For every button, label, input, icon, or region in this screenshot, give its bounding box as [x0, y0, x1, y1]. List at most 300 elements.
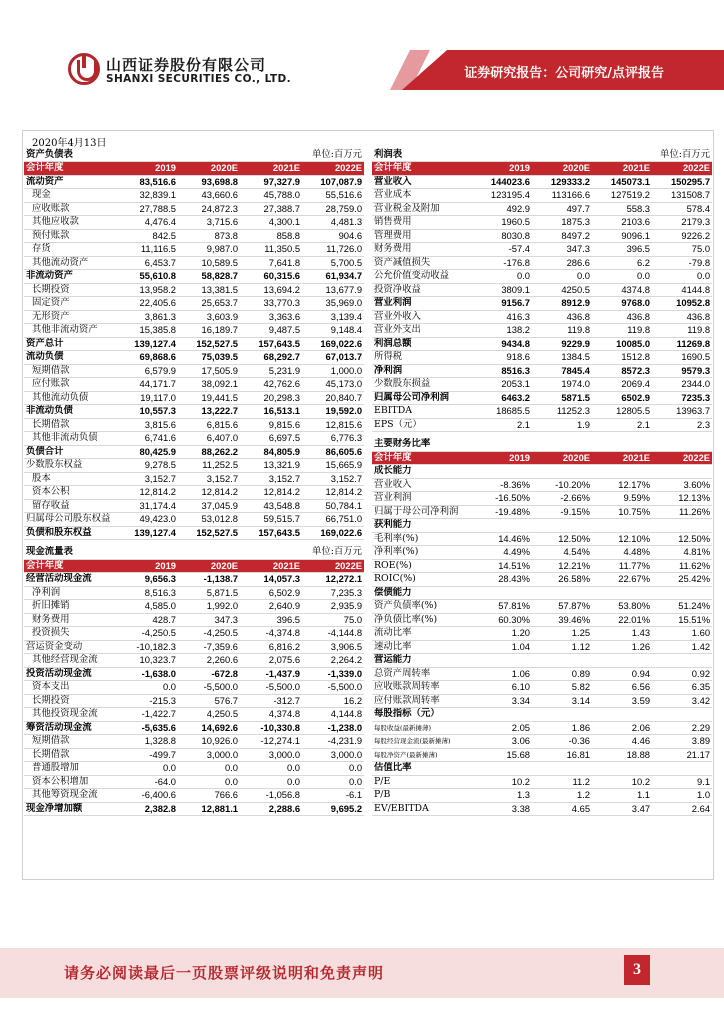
row-value: 18685.5 [472, 405, 532, 419]
row-value: 139,127.4 [116, 337, 178, 351]
row-value [592, 519, 652, 533]
row-value: 16,513.1 [240, 405, 302, 419]
row-value: 27,788.5 [116, 202, 178, 216]
row-value: 93,698.8 [178, 175, 240, 189]
row-value: 12.50% [652, 532, 712, 546]
row-value: 3,152.7 [240, 472, 302, 486]
row-label: 固定资产 [24, 297, 116, 311]
row-label: 非流动资产 [24, 270, 116, 284]
row-label: 无形资产 [24, 310, 116, 324]
row-value: 1.1 [592, 789, 652, 803]
row-value: -12,274.1 [240, 735, 302, 749]
row-label: 经营活动现金流 [24, 573, 116, 587]
row-value: 16.2 [302, 694, 364, 708]
table-row [24, 735, 364, 749]
row-label: 普通股增加 [24, 762, 116, 776]
row-value: 0.0 [240, 775, 302, 789]
row-label: 少数股东权益 [24, 459, 116, 473]
table-row [372, 640, 712, 654]
column-header-label: 会计年度 [372, 451, 472, 465]
table-row [372, 391, 712, 405]
row-value: -5,500.0 [302, 681, 364, 695]
row-value: 578.4 [652, 202, 712, 216]
column-header-year: 2021E [240, 559, 302, 573]
row-value [592, 708, 652, 722]
row-value: 131508.7 [652, 189, 712, 203]
row-value: 88,262.2 [178, 445, 240, 459]
table-row [24, 405, 364, 419]
row-value: 436.8 [532, 310, 592, 324]
table-row [24, 586, 364, 600]
row-value: 20,840.7 [302, 391, 364, 405]
row-value: 3.59 [592, 694, 652, 708]
row-value: 766.6 [178, 789, 240, 803]
row-label: 速动比率 [372, 640, 472, 654]
row-label: 负债合计 [24, 445, 116, 459]
table-row [372, 465, 712, 479]
row-label: 少数股东损益 [372, 378, 472, 392]
row-value: 9.1 [652, 775, 712, 789]
row-value: 6463.2 [472, 391, 532, 405]
column-header-row [24, 559, 364, 573]
row-value: -4,231.9 [302, 735, 364, 749]
page-number: 3 [624, 955, 650, 985]
row-label: 资产负债率(%) [372, 600, 472, 614]
row-label: 资本支出 [24, 681, 116, 695]
row-value: 2069.4 [592, 378, 652, 392]
row-value: 28,759.0 [302, 202, 364, 216]
row-value [532, 708, 592, 722]
row-value: 15.68 [472, 748, 532, 762]
row-value: -10,330.8 [240, 721, 302, 735]
row-value: 1.60 [652, 627, 712, 641]
row-value: 436.8 [652, 310, 712, 324]
row-value: 19,592.0 [302, 405, 364, 419]
table-row [372, 573, 712, 587]
section-title: 资产负债表 [24, 148, 240, 162]
row-value: 0.0 [178, 762, 240, 776]
table-row [24, 613, 364, 627]
row-value: 68,292.7 [240, 351, 302, 365]
row-label: 长期投资 [24, 694, 116, 708]
row-value: 15,665.9 [302, 459, 364, 473]
table-row [372, 283, 712, 297]
row-label: 财务费用 [24, 613, 116, 627]
row-value: 9.59% [592, 492, 652, 506]
table-row [372, 270, 712, 284]
row-value: 7,235.3 [302, 586, 364, 600]
row-label: P/E [372, 775, 472, 789]
row-label: 留存收益 [24, 499, 116, 513]
table-row [24, 573, 364, 587]
row-value: 49,423.0 [116, 513, 178, 527]
row-value: 9,815.6 [240, 418, 302, 432]
row-value: 6,816.2 [240, 640, 302, 654]
table-row [372, 378, 712, 392]
row-value: 157,643.5 [240, 526, 302, 540]
row-label: 折旧摊销 [24, 600, 116, 614]
row-value [472, 519, 532, 533]
row-value: 50,784.1 [302, 499, 364, 513]
column-header-year: 2022E [302, 559, 364, 573]
table-row [24, 364, 364, 378]
row-value: -4,144.8 [302, 627, 364, 641]
row-label: 其他应收款 [24, 216, 116, 230]
report-date: 2020年4月13日 [32, 138, 107, 149]
row-value: 42,762.6 [240, 378, 302, 392]
row-value: 1.25 [532, 627, 592, 641]
row-value: 43,548.8 [240, 499, 302, 513]
row-label: 营运资金变动 [24, 640, 116, 654]
row-value: 0.89 [532, 667, 592, 681]
row-value: 28.43% [472, 573, 532, 587]
row-value: 8516.3 [472, 364, 532, 378]
row-value: 6.56 [592, 681, 652, 695]
column-header-year: 2021E [240, 162, 302, 176]
column-header-year: 2022E [652, 451, 712, 465]
table-row [24, 600, 364, 614]
table-row [372, 802, 712, 816]
row-value: 12,815.6 [302, 418, 364, 432]
row-value: 138.2 [472, 324, 532, 338]
row-value [532, 519, 592, 533]
table-row [372, 600, 712, 614]
row-label: 现金净增加额 [24, 802, 116, 816]
row-label: 营业利润 [372, 492, 472, 506]
row-value: 8030.8 [472, 229, 532, 243]
row-value: 4,481.3 [302, 216, 364, 230]
table-row [24, 202, 364, 216]
table-row [24, 654, 364, 668]
row-value: 4.54% [532, 546, 592, 560]
row-value: 12.13% [652, 492, 712, 506]
row-label: 流动比率 [372, 627, 472, 641]
table-row [24, 486, 364, 500]
row-value: 13,694.2 [240, 283, 302, 297]
table-row [24, 297, 364, 311]
row-value: 3,000.0 [178, 748, 240, 762]
row-value [652, 465, 712, 479]
row-value: 0.0 [178, 775, 240, 789]
row-value: 55,516.6 [302, 189, 364, 203]
row-label: 负债和股东权益 [24, 526, 116, 540]
row-label: 获利能力 [372, 519, 472, 533]
row-value: 11,350.5 [240, 243, 302, 257]
section-unit: 单位:百万元 [240, 148, 364, 162]
row-value: 1690.5 [652, 351, 712, 365]
row-value: 25.42% [652, 573, 712, 587]
row-label: 管理费用 [372, 229, 472, 243]
row-label: 营运能力 [372, 654, 472, 668]
row-value: 1.86 [532, 721, 592, 735]
row-value: 152,527.5 [178, 337, 240, 351]
row-label: EBITDA [372, 405, 472, 419]
row-value: 150295.7 [652, 175, 712, 189]
row-value: 842.5 [116, 229, 178, 243]
column-header-year: 2021E [592, 162, 652, 176]
table-row [24, 351, 364, 365]
row-label: 流动负债 [24, 351, 116, 365]
row-label: 归属母公司净利润 [372, 391, 472, 405]
table-row [24, 229, 364, 243]
row-value: 10952.8 [652, 297, 712, 311]
row-value: -19.48% [472, 505, 532, 519]
row-value: 6,741.6 [116, 432, 178, 446]
row-value: 57.81% [472, 600, 532, 614]
row-value: 9096.1 [592, 229, 652, 243]
row-value: 19,441.5 [178, 391, 240, 405]
row-value: 16.81 [532, 748, 592, 762]
row-label: 应付账款周转率 [372, 694, 472, 708]
row-value: 2,935.9 [302, 600, 364, 614]
table-row [372, 613, 712, 627]
row-value: 9226.2 [652, 229, 712, 243]
table-row [372, 708, 712, 722]
row-label: 偿债能力 [372, 586, 472, 600]
row-label: 归属于母公司净利润 [372, 505, 472, 519]
section-title-row [372, 438, 712, 452]
row-value: 123195.4 [472, 189, 532, 203]
row-value: 492.9 [472, 202, 532, 216]
table-row [372, 694, 712, 708]
row-value: 9,487.5 [240, 324, 302, 338]
table-row [372, 492, 712, 506]
table-row [24, 513, 364, 527]
row-label: 其他投资现金流 [24, 708, 116, 722]
table-row [372, 667, 712, 681]
row-value: 4374.8 [592, 283, 652, 297]
column-header-year: 2020E [532, 162, 592, 176]
row-value: 12.21% [532, 559, 592, 573]
row-value: 10.2 [592, 775, 652, 789]
row-value: 2.1 [472, 418, 532, 432]
row-label: 毛利率(%) [372, 532, 472, 546]
row-value: 396.5 [240, 613, 302, 627]
row-value: 5,231.9 [240, 364, 302, 378]
row-value: 139,127.4 [116, 526, 178, 540]
row-value: 286.6 [532, 256, 592, 270]
row-value: 60.30% [472, 613, 532, 627]
table-row [24, 324, 364, 338]
row-value: 1384.5 [532, 351, 592, 365]
row-label: 营业收入 [372, 175, 472, 189]
table-row [372, 310, 712, 324]
company-name-cn: 山西证券股份有限公司 [106, 56, 267, 74]
row-value: 497.7 [532, 202, 592, 216]
row-value: 10.2 [472, 775, 532, 789]
row-value: 11.62% [652, 559, 712, 573]
row-label: 其他筹资现金流 [24, 789, 116, 803]
table-row [372, 364, 712, 378]
row-value: 3.47 [592, 802, 652, 816]
row-label: 投资净收益 [372, 283, 472, 297]
row-value: 107,087.9 [302, 175, 364, 189]
row-value: 75.0 [652, 243, 712, 257]
table-row [24, 472, 364, 486]
row-value: 2.05 [472, 721, 532, 735]
row-value: 0.0 [472, 270, 532, 284]
row-value: 2.3 [652, 418, 712, 432]
row-value: -6,400.6 [116, 789, 178, 803]
table-row [372, 175, 712, 189]
row-value: 75,039.5 [178, 351, 240, 365]
row-value: -0.36 [532, 735, 592, 749]
row-value: 5,700.5 [302, 256, 364, 270]
row-value: 1.9 [532, 418, 592, 432]
column-header-year: 2022E [652, 162, 712, 176]
row-value: 11252.3 [532, 405, 592, 419]
row-value: 14,057.3 [240, 573, 302, 587]
table-row [372, 532, 712, 546]
row-label: 预付账款 [24, 229, 116, 243]
row-value: -1,339.0 [302, 667, 364, 681]
row-value: 3,815.6 [116, 418, 178, 432]
row-value: 8572.3 [592, 364, 652, 378]
row-value: 27,388.7 [240, 202, 302, 216]
row-value: 2,382.8 [116, 802, 178, 816]
row-value: 13,222.7 [178, 405, 240, 419]
section-title-row [24, 148, 364, 162]
table-row [24, 526, 364, 540]
row-value: -5,635.6 [116, 721, 178, 735]
row-value: 7845.4 [532, 364, 592, 378]
row-value: 428.7 [116, 613, 178, 627]
column-header-year: 2021E [592, 451, 652, 465]
row-value: 169,022.6 [302, 526, 364, 540]
row-value: -4,250.5 [178, 627, 240, 641]
row-value: 2.06 [592, 721, 652, 735]
row-value: 169,022.6 [302, 337, 364, 351]
column-header-year: 2019 [116, 162, 178, 176]
table-row [372, 202, 712, 216]
table-row [24, 175, 364, 189]
table-row [24, 189, 364, 203]
row-value: 119.8 [532, 324, 592, 338]
row-value: 3.42 [652, 694, 712, 708]
row-value: 1.04 [472, 640, 532, 654]
table-row [372, 627, 712, 641]
table-row [372, 775, 712, 789]
row-value: 2.1 [592, 418, 652, 432]
row-value: 3.34 [472, 694, 532, 708]
row-label: P/B [372, 789, 472, 803]
table-row [24, 432, 364, 446]
row-value: 0.0 [116, 681, 178, 695]
row-value: 5,871.5 [178, 586, 240, 600]
section-title-row [24, 546, 364, 560]
row-value: 3,363.6 [240, 310, 302, 324]
row-value: 3,715.6 [178, 216, 240, 230]
row-value: 3,861.3 [116, 310, 178, 324]
row-value: 69,868.6 [116, 351, 178, 365]
row-label: 每股净资产(最新摊薄) [372, 748, 472, 762]
table-row [24, 391, 364, 405]
table-row [24, 694, 364, 708]
table-row [24, 681, 364, 695]
row-value: 0.0 [302, 775, 364, 789]
row-value: 436.8 [592, 310, 652, 324]
row-value: 1.2 [532, 789, 592, 803]
row-value: 904.6 [302, 229, 364, 243]
table-row [372, 519, 712, 533]
row-value: -79.8 [652, 256, 712, 270]
row-label: 资本公积增加 [24, 775, 116, 789]
row-value: 4.48% [592, 546, 652, 560]
table-row [372, 256, 712, 270]
row-value: 3,000.0 [240, 748, 302, 762]
row-value: -8.36% [472, 478, 532, 492]
table-row [24, 721, 364, 735]
row-value: 22,405.6 [116, 297, 178, 311]
row-value [652, 654, 712, 668]
table-row [24, 627, 364, 641]
row-value: 11269.8 [652, 337, 712, 351]
row-value: 1875.3 [532, 216, 592, 230]
column-header-row [372, 451, 712, 465]
column-header-year: 2019 [116, 559, 178, 573]
table-row [24, 802, 364, 816]
row-value: 9,278.5 [116, 459, 178, 473]
row-label: 其他流动资产 [24, 256, 116, 270]
row-value: 127519.2 [592, 189, 652, 203]
row-value: 113166.6 [532, 189, 592, 203]
row-value: 83,516.6 [116, 175, 178, 189]
row-value: 11.26% [652, 505, 712, 519]
row-label: 估值比率 [372, 762, 472, 776]
row-value: 14.46% [472, 532, 532, 546]
row-value: 53,012.8 [178, 513, 240, 527]
row-value: 12.10% [592, 532, 652, 546]
row-label: 资产总计 [24, 337, 116, 351]
company-logo-icon [68, 53, 100, 85]
table-row [372, 351, 712, 365]
table-row [372, 243, 712, 257]
row-label: 公允价值变动收益 [372, 270, 472, 284]
row-value: 3.60% [652, 478, 712, 492]
row-value [592, 465, 652, 479]
row-value: 3,906.5 [302, 640, 364, 654]
row-value: 10,926.0 [178, 735, 240, 749]
row-value: 6,453.7 [116, 256, 178, 270]
row-value [652, 586, 712, 600]
column-header-year: 2020E [178, 559, 240, 573]
row-value: 53.80% [592, 600, 652, 614]
row-value: 10.75% [592, 505, 652, 519]
row-value: 1,992.0 [178, 600, 240, 614]
table-row [372, 748, 712, 762]
row-label: 筹资活动现金流 [24, 721, 116, 735]
report-type-title: 证券研究报告：公司研究/点评报告 [464, 66, 664, 81]
column-header-year: 2022E [302, 162, 364, 176]
row-value: 86,605.6 [302, 445, 364, 459]
row-label: 长期借款 [24, 748, 116, 762]
row-value: 2053.1 [472, 378, 532, 392]
row-value: -499.7 [116, 748, 178, 762]
row-value: 13963.7 [652, 405, 712, 419]
row-value: -5,500.0 [240, 681, 302, 695]
row-value: -672.8 [178, 667, 240, 681]
row-label: 现金 [24, 189, 116, 203]
table-row [24, 243, 364, 257]
row-value: 3,152.7 [178, 472, 240, 486]
row-value: 45,173.0 [302, 378, 364, 392]
row-value [652, 519, 712, 533]
row-value: 11,252.5 [178, 459, 240, 473]
row-value: 3,152.7 [116, 472, 178, 486]
row-value: 4,300.1 [240, 216, 302, 230]
row-label: 资产减值损失 [372, 256, 472, 270]
row-value: 4,476.4 [116, 216, 178, 230]
